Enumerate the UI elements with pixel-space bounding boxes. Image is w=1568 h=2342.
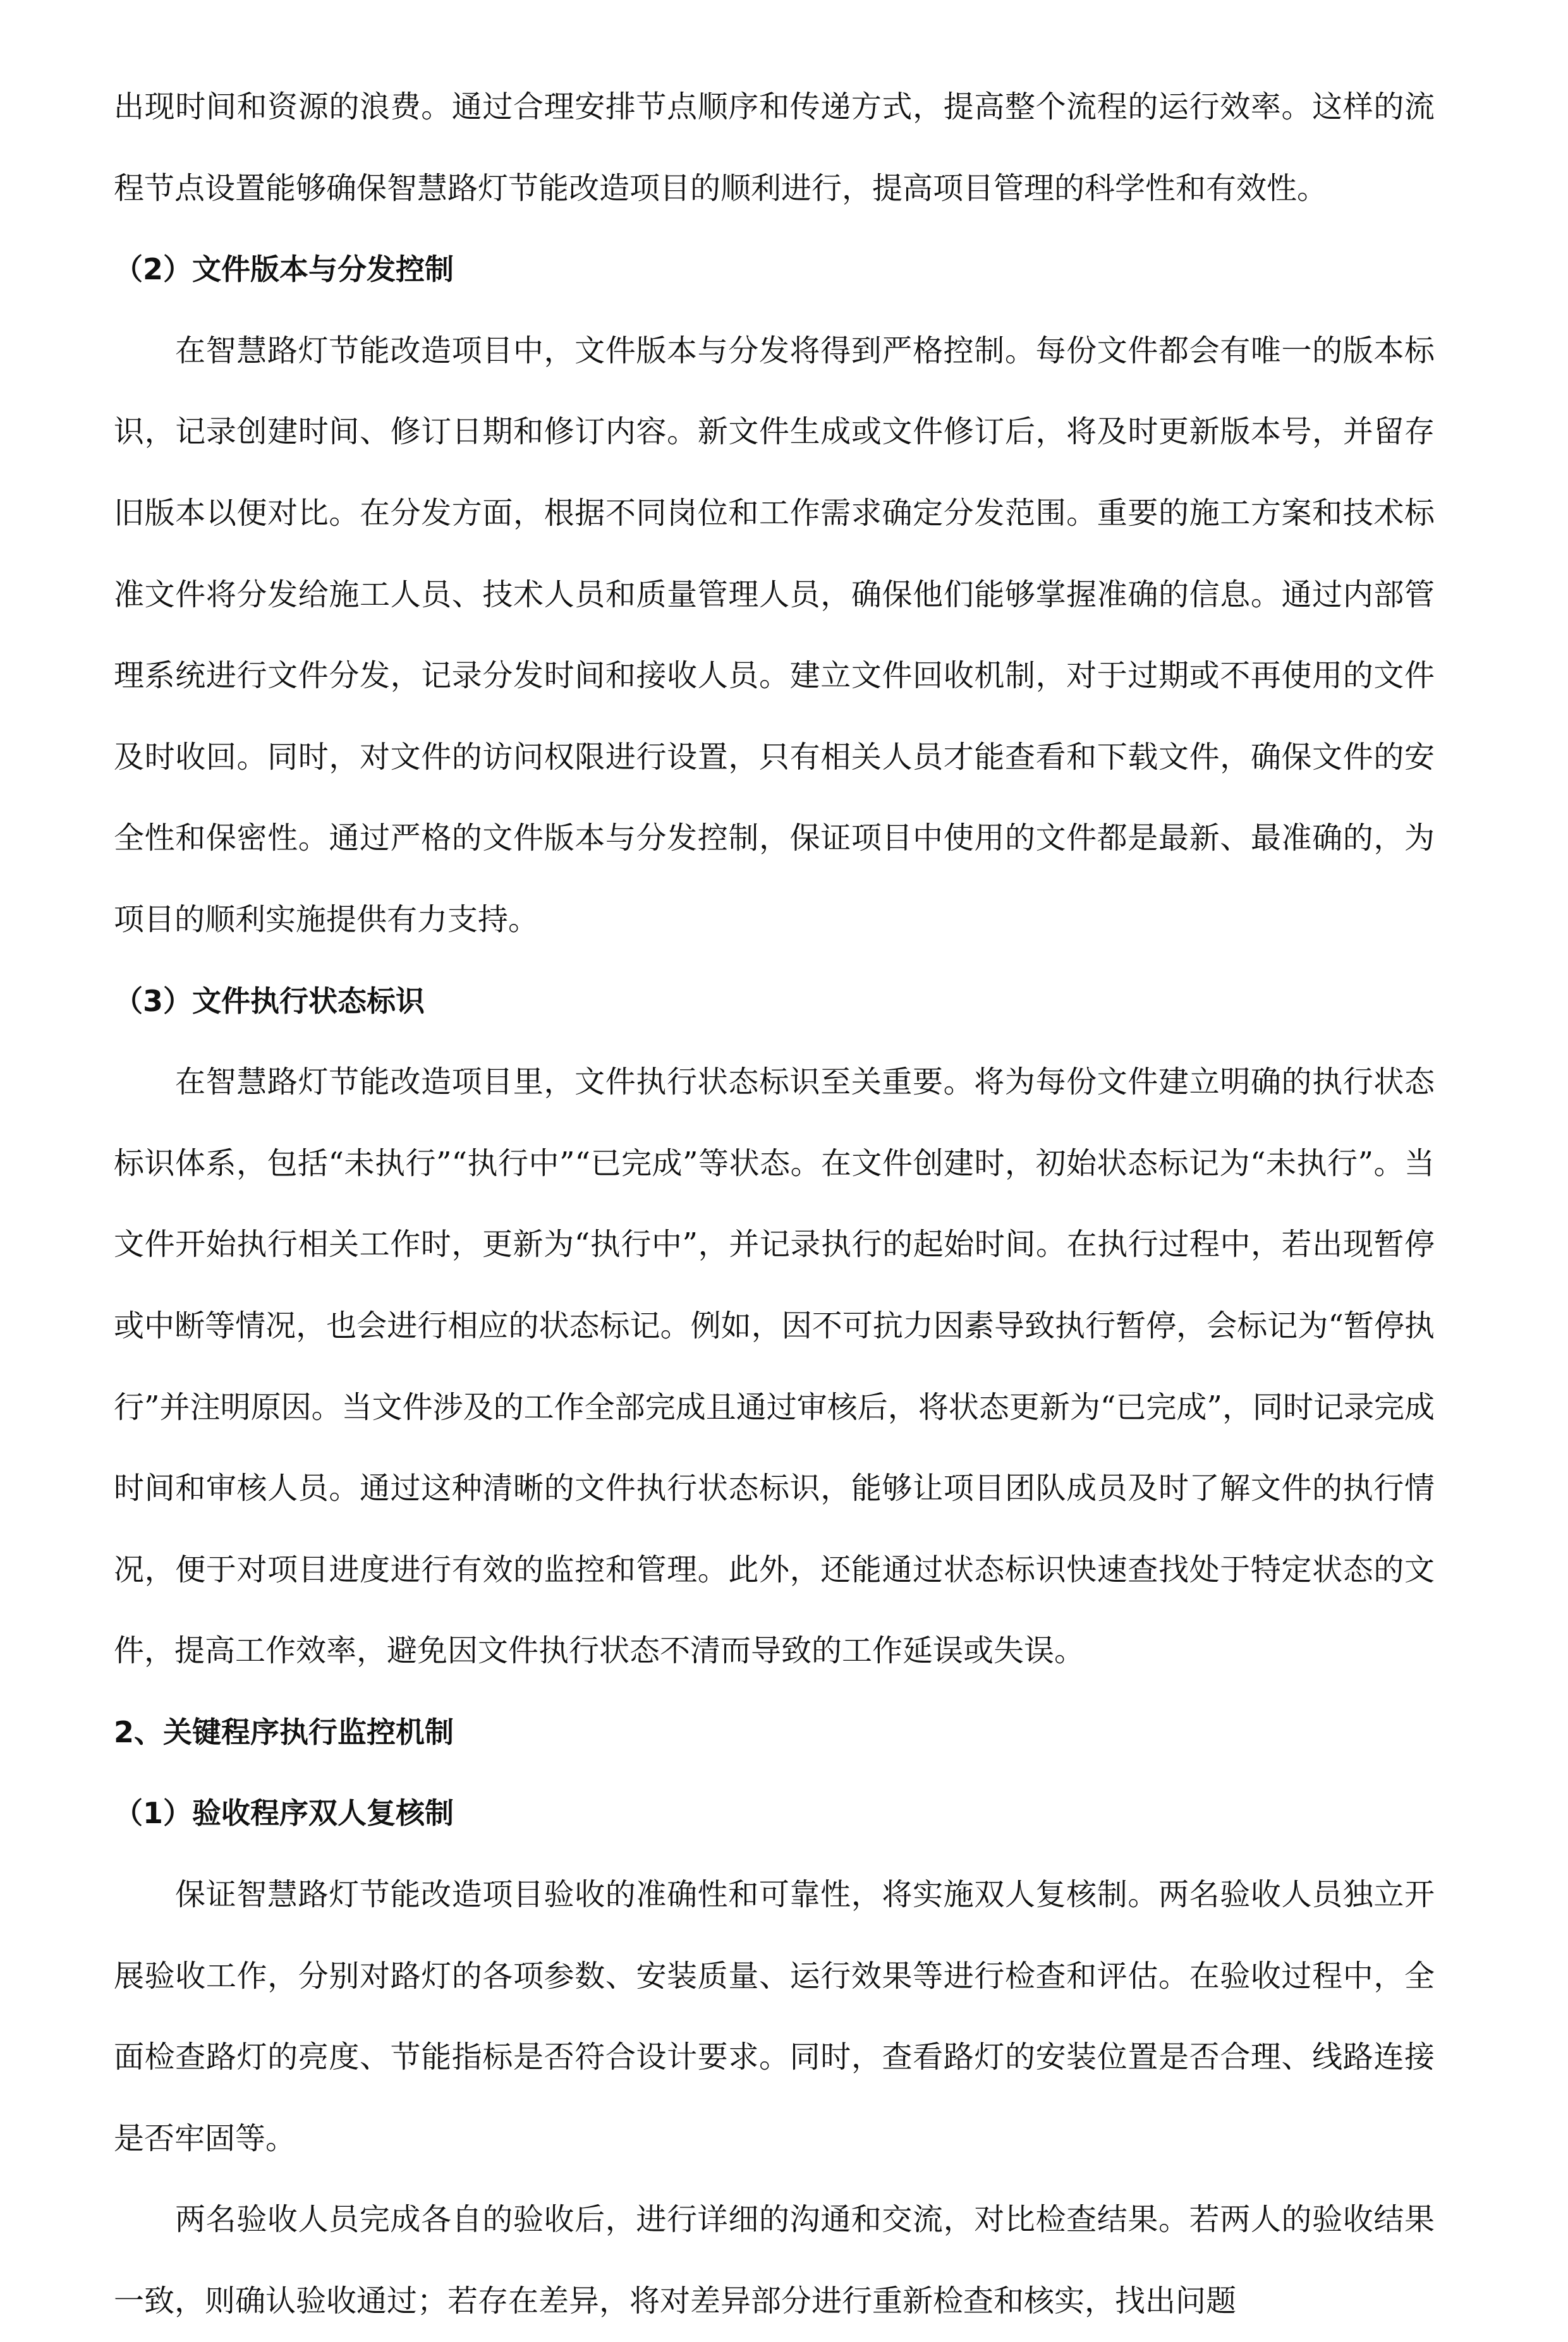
- paragraph-file-version-control: 在智慧路灯节能改造项目中，文件版本与分发将得到严格控制。每份文件都会有唯一的版本标识，记录创建时间、修订日期和修订内容。新文件生成或文件修订后，将及时更新版本号，并留存旧版本以便对比。在分发方面，根据不同岗位和工作需求确定分发范围。重要的施工方案和技术标准文件将分发给施工人员、技术人员和质量管理人员，确保他们能够掌握准确的信息。通过内部管理系统进行文件分发，记录分发时间和接收人员。建立文件回收机制，对于过期或不再使用的文件及时收回。同时，对文件的访问权限进行设置，只有相关人员才能查看和下载文件，确保文件的安全性和保密性。通过严格的文件版本与分发控制，保证项目中使用的文件都是最新、最准确的，为项目的顺利实施提供有力支持。: [114, 332, 1435, 937]
- document-page: [114, 66, 1435, 2342]
- paragraph-continuation: 出现时间和资源的浪费。通过合理安排节点顺序和传递方式，提高整个流程的运行效率。这样的流程节点设置能够确保智慧路灯节能改造项目的顺利进行，提高项目管理的科学性和有效性。: [114, 89, 1435, 206]
- paragraph-acceptance-double-review: 保证智慧路灯节能改造项目验收的准确性和可靠性，将实施双人复核制。两名验收人员独立开展验收工作，分别对路灯的各项参数、安装质量、运行效果等进行检查和评估。在验收过程中，全面检查路灯的亮度、节能指标是否符合设计要求。同时，查看路灯的安装位置是否合理、线路连接是否牢固等。: [114, 1877, 1435, 2156]
- section-heading-file-version-control: （2）文件版本与分发控制: [114, 252, 454, 287]
- paragraph-file-execution-status: 在智慧路灯节能改造项目里，文件执行状态标识至关重要。将为每份文件建立明确的执行状态标识体系，包括“未执行”“执行中”“已完成”等状态。在文件创建时，初始状态标记为“未执行”。当文件开始执行相关工作时，更新为“执行中”，并记录执行的起始时间。在执行过程中，若出现暂停或中断等情况，也会进行相应的状态标记。例如，因不可抗力因素导致执行暂停，会标记为“暂停执行”并注明原因。当文件涉及的工作全部完成且通过审核后，将状态更新为“已完成”，同时记录完成时间和审核人员。通过这种清晰的文件执行状态标识，能够让项目团队成员及时了解文件的执行情况，便于对项目进度进行有效的监控和管理。此外，还能通过状态标识快速查找处于特定状态的文件，提高工作效率，避免因文件执行状态不清而导致的工作延误或失误。: [114, 1064, 1435, 1669]
- section-heading-file-execution-status: （3）文件执行状态标识: [114, 983, 425, 1018]
- section-heading-key-procedure-monitoring: 2、关键程序执行监控机制: [114, 1714, 454, 1749]
- paragraph-acceptance-comparison: 两名验收人员完成各自的验收后，进行详细的沟通和交流，对比检查结果。若两人的验收结果一致，则确认验收通过；若存在差异，将对差异部分进行重新检查和核实，找出问题: [114, 2202, 1435, 2319]
- section-heading-acceptance-double-review: （1）验收程序双人复核制: [114, 1796, 454, 1831]
